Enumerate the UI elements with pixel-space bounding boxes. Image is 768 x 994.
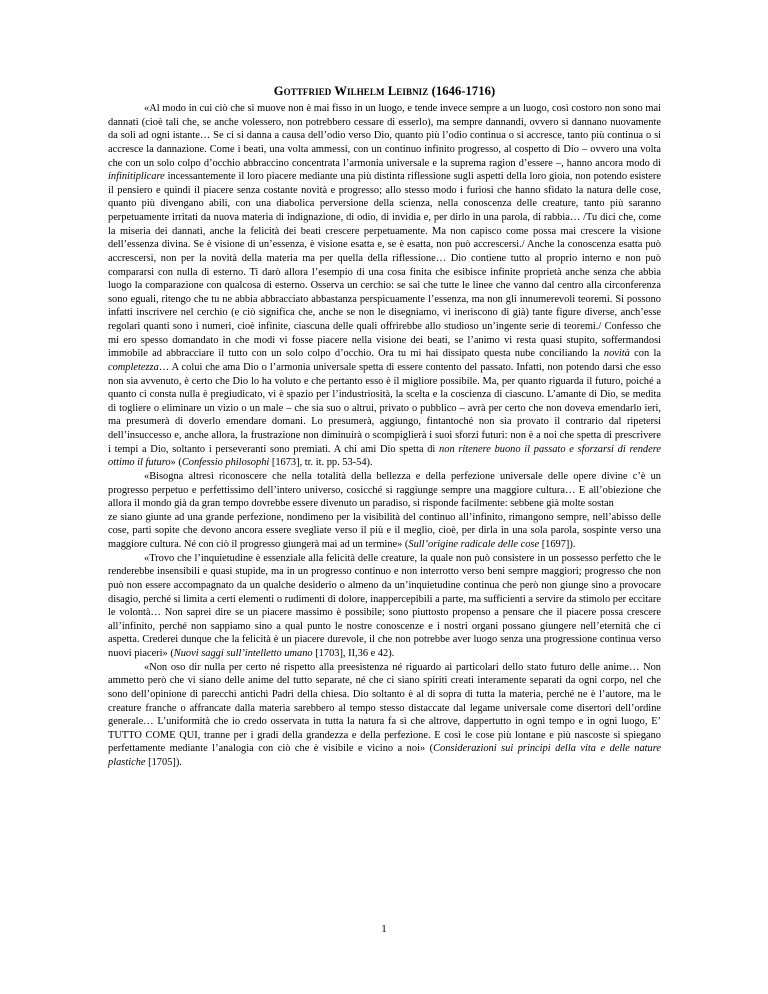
paragraph bbox=[108, 661, 661, 770]
paragraph bbox=[108, 552, 661, 661]
italic-text-run: Confessio philosophi bbox=[181, 457, 270, 469]
title-author: Gottfried Wilhelm Leibniz bbox=[273, 84, 429, 98]
text-run: [1697]). bbox=[539, 539, 576, 550]
italic-text-run: novità bbox=[603, 348, 630, 360]
italic-text-run: non ritenere buono il passato e sforzarsi di rendere ottimo il futuro bbox=[108, 443, 661, 469]
text-run: «Non oso dir nulla per certo né rispetto alla preesistenza né riguardo ai particolari dello stato futuro delle anime… Non ammetto però che vi siano delle anime del tutto separate, né che ci siano spiriti creati interamente separati da ogni corpo, nel che sono dell’opinione di parecchi antichi Padri della chiesa. Dio soltanto è al di sopra di tutta la materia, perché ne è l’autore, ma le creature franche o affrancate dalla materia sarebbero al tempo stesso distaccate dal legame universale come disertori dell’ordine generale… L’uniformità che io credo osservata in tutta la natura fa sì che altrove, dappertutto in ogni tempo e in ogni luogo, E’ TUTTO COME QUI, tranne per i gradi della grandezza e della perfezione. E così le cose più lontane e più nascoste si spiegano perfettamente mediante l’analogia con ciò che è visibile e vicino a noi» ( bbox=[108, 661, 661, 755]
italic-text-run: Nuovi saggi sull’intelletto umano bbox=[173, 648, 313, 659]
italic-text-run: Sull’origine radicale delle cose bbox=[408, 539, 540, 550]
text-run: incessantemente il loro piacere mediante una più distinta riflessione sugli aspetti della loro gioia, non potendo esistere il pensiero e quindi il piacere senza costante novità e progresso; allo stesso modo i furiosi che hanno sfidato la natura delle cose, quanto più divengano abili, con una diabolica perversione della scienza, nella conoscenza delle creature, tanto più saranno perpetuamente irritati da nuova materia di indignazione, di odio, di invidia e, per dirlo in una parola, di rabbia… /Tu dici che, come la miseria dei dannati, anche la felicità dei beati crescere perpetuamente. Ma non capisco come possa mai crescere la visione dell’essenza divina. Se è visione di un’essenza, è visione esatta e, se è esatta, non può accrescersi./ Anche la conoscenza esatta può accrescersi, non per la novità della materia ma per quella della riflessione… Dio contiene tutto al proprio interno e non può compararsi con nulla di esterno. Ti darò allora l’esempio di una cosa finita che esibisce infinite proprietà anche senza che abbia luogo la comparazione con qualcosa di esterno. Osserva un cerchio: se sai che tutte le linee che vanno dal centro alla circonferenza sono eguali, ritengo che tu ne abbia abbracciato abbastanza perspicuamente l’essenza, ma non gli innumerevoli teoremi. Si possono infatti inscrivere nel cerchio (e ciò significa che, anche se non le disegniamo, vi ineriscono di già) tante figure diverse, anch’esse regolari quanti sono i numeri, cioè infinite, ciascuna delle quali offrirebbe allo studioso un’ingente serie di teoremi./ Confesso che mi ero spesso domandato in che modi vi fosse piacere nella visione dei beati, se l’animo vi resta quasi stupito, soffermandosi immobile ad abbracciare il tutto con un solo colpo d’occhio. Ora tu mi hai dissipato questa nube conciliando la bbox=[108, 171, 661, 360]
italic-text-run: infinitiplicare bbox=[108, 171, 165, 183]
text-run: … A colui che ama Dio o l’armonia universale spetta di essere contento del passato. Infatti, non potendo darsi che esso non sia avvenuto, è certo che Dio lo ha voluto e che pertanto esso è il migliore possibile. Ma, per quanto riguarda il futuro, poiché a quanto ci consta nulla è pregiudicato, vi è spazio per l’industriosità, la scelta e la coscienza di ciascuno. L’amante di Dio, se medita di togliere o eliminare un vizio o un male – che sia suo o altrui, privato o pubblico – avrà per certo che non doveva emendarlo ieri, ma presumerà di doverlo emendare domani. Lo presumerà, aggiungo, fintantoché non sia provato il contrario dal ripetersi dell’insuccesso e, anche allora, la frustrazione non diminuirà o scompiglierà i suoi sforzi futuri: non è a noi che spetta di prescrivere i tempi a Dio, soltanto i perseveranti sono premiati. A chi ami Dio spetta di bbox=[108, 361, 661, 455]
text-run: [1705]). bbox=[145, 757, 182, 768]
page-title bbox=[108, 84, 661, 99]
paragraph bbox=[108, 102, 661, 470]
document-page bbox=[108, 84, 661, 770]
title-dates: (1646-1716) bbox=[431, 84, 496, 98]
text-run: » ( bbox=[170, 457, 182, 469]
text-run: [1673], tr. it. pp. 53-54). bbox=[269, 457, 373, 469]
text-run: «Al modo in cui ciò che si muove non è mai fisso in un luogo, e tende invece sempre a un luogo, così costoro non sono mai dannati (cioè tali che, se anche volessero, non potrebbero cessare di esserlo), ma sempre dannandi, ovvero si dannano nuovamente da soli ad ogni istante… Se ci si danna a causa dell’odio verso Dio, quanto più l’odio continua o si accresce, tanto più continua o si accresce la dannazione. Come i beati, una volta ammessi, con un continuo infinito progresso, al cospetto di Dio – ovvero una volta che con un solo colpo d’occhio abbraccino concentrata l’armonia universale e la suprema ragion d’essere –, hanno ancora modo di bbox=[108, 103, 661, 169]
paragraph bbox=[108, 470, 661, 552]
body-text bbox=[108, 102, 661, 770]
text-run: [1703], II,36 e 42). bbox=[312, 648, 395, 659]
text-run: «Bisogna altresì riconoscere che nella totalità della bellezza e della perfezione universale delle opere divine c’è un progresso perpetuo e perfettissimo dell’intero universo, cosicché si raggiunge sempre una maggiore cultura… E all’obiezione che allora il mondo già da gran tempo dovrebbe essere divenuto un paradiso, si risponde facilmente: sebbene già molte sostan bbox=[108, 470, 661, 510]
text-run: «Trovo che l’inquietudine è essenziale alla felicità delle creature, la quale non può consistere in un possesso perfetto che le renderebbe insensibili e quasi stupide, ma in un progresso continuo e non interrotto verso beni sempre maggiori; progresso che non può non essere accompagnato da un qualche desiderio o almeno da un’inquietudine continua che però non giunge sino a provocare disagio, perché si limita a certi elementi o rudimenti di dolore, inappercepibili a parte, ma sufficienti a servire da stimolo per eccitare le volontà… Non saprei dire se un piacere massimo è possibile; sono piuttosto propenso a pensare che il piacere possa crescere all’infinito, perché non sappiamo sino a qual punto le nostre conoscenze e i nostri organi possano giungere nell’eternità che ci aspetta. Crederei dunque che la felicità è un piacere durevole, il che non potrebbe aver luogo senza una progressione continua verso nuovi piaceri» ( bbox=[108, 552, 661, 659]
italic-text-run: Considerazioni sui principi della vita e delle nature plastiche bbox=[108, 743, 661, 768]
text-run: con la bbox=[629, 348, 661, 360]
page-number: 1 bbox=[381, 923, 387, 935]
text-run: ze siano giunte ad una grande perfezione, nondimeno per la visibilità del continuo all’infinito, rimangono sempre, nell’abisso delle cose, parti sopite che devono ancora essere svegliate verso il più e il meglio, cioè, per dirla in una sola parola, sospinte verso una maggiore cultura. Né con ciò il progresso giungerà mai ad un termine» ( bbox=[108, 511, 661, 550]
italic-text-run: completezza bbox=[108, 361, 159, 373]
